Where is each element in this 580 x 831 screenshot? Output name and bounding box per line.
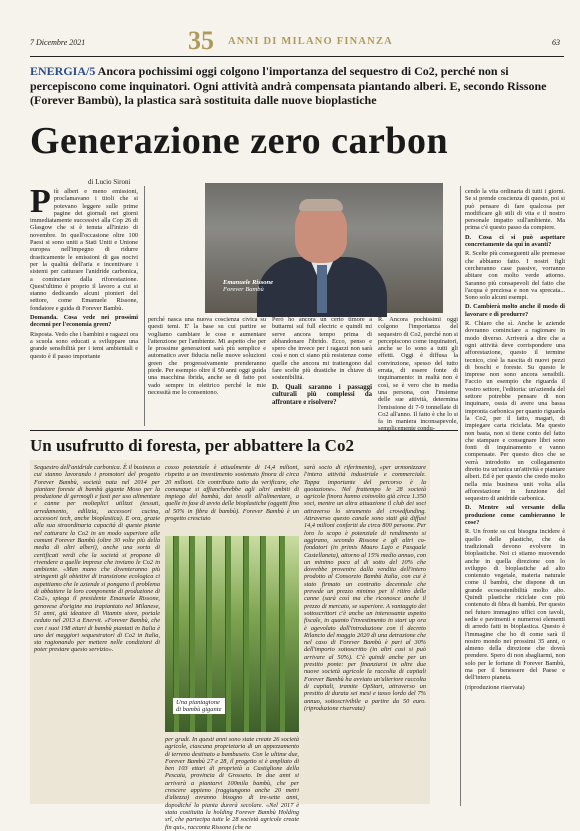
box-top-rule	[30, 430, 458, 431]
answer-3: R. Scelte più conseguenti alle premesse che abbiamo fatto. I nostri figli cercheranno case passive, vorranno abitare con molto verde attorno. Saranno più consapevoli del fatto che l'acqua è preziosa e non va sprecata... Sono solo alcuni esempi.	[465, 250, 565, 302]
col1-paragraph: iù alberi e meno emissioni, proclamavano i titoli che si potevano leggere sulle prime pagine dei giornali nei giorni immediatamente successivi alla Cop 26 di Glasgow che si è tenuta all'inizio di novembre. In quell'occasione oltre 100 Paesi si sono uniti a Stati Uniti e Unione europea nell'impegno di ridurre drasticamente le emissioni di gas nocivi per la qualità dell'aria e incentivare i sistemi per catturare l'anidride carbonica, a cominciare dalla riforestazione. Quest'ultimo è proprio il lavoro a cui si stanno dedicando alcuni pionieri del settore, come Emanuele Rissone, fondatore e guida di Forever Bambù.	[30, 188, 138, 312]
bamboo-caption	[173, 698, 225, 714]
bamboo-stem	[260, 536, 266, 732]
issue-date: 7 Dicembre 2021	[30, 38, 86, 47]
question-1: Domanda. Cosa vede nei prossimi decenni per l'economia green?	[30, 314, 138, 329]
bamboo-caption-line-1: Una piantagione	[176, 699, 220, 706]
article-column-2	[148, 316, 266, 428]
caption-name: Emanuele Rissone	[223, 279, 274, 286]
article-column-4	[378, 316, 458, 433]
question-4: D. Cambierà molto anche il modo di lavorare e di produrre?	[465, 303, 565, 318]
photo-hair	[299, 199, 343, 211]
headline: Generazione zero carbon	[30, 120, 449, 162]
copyright-note: (riproduzione riservata)	[465, 683, 525, 691]
article-column-3	[272, 316, 372, 428]
right-column-divider	[460, 186, 461, 806]
folio-bar	[30, 26, 560, 55]
box-col2b-text: per gradi. In questi anni sono state create 26 società agricole, ciascuna proprietaria di un appezzamento di terreno destinato a bambuseto. Con le ultime due, Forever Bambù 27 e 28, il progetto si è ampliato di ben 103 ettari di proprietà a Castiglione della Pescaia, provincia di Grosseto. In due anni si arriverà a piantarvi 100mila bambù, che per crescere appieno (raggiungono anche 20 metri d'altezza) avranno bisogno di tre-sette anni, dopodiché la pianta durerà secolare. «Nel 2017 è stata costituita la holding Forever Bambù Holding srl, che partecipa tutte le 28 società agricole create fin qui», racconta Rissone (che ne	[165, 736, 299, 831]
bamboo-photo	[165, 536, 299, 732]
bamboo-stem	[243, 536, 249, 732]
box-column-3	[304, 464, 426, 800]
bamboo-stem	[225, 536, 231, 732]
box-column-2-top	[165, 464, 299, 534]
answer-1: Risposta. Vedo che i bambini e ragazzi ora a scuola sono educati a sviluppare una grande sensibilità per i temi ambientali e questo è il passo importante	[30, 330, 138, 360]
question-3: D. Cosa ci si può aspettare concretamente da qui in avanti?	[465, 233, 565, 249]
bamboo-stem	[279, 536, 285, 732]
caption-role: Forever Bambù	[223, 286, 264, 293]
brand-number: 35	[188, 26, 214, 55]
article-column-right	[465, 188, 565, 806]
dropcap: P	[30, 183, 51, 220]
bamboo-caption-line-2: di bambù gigante	[176, 706, 222, 713]
col2-paragraph: perché nasca una nuova coscienza civica su questi temi. E' la base su cui partire se vogliamo cambiare le cose e aumentare l'attenzione per l'ambiente. Mi aspetto che per le prossime generazioni sarà più semplice e automatico aver fiducia nelle nuove soluzioni green che progressivamente prenderanno piede. Per esempio oltre il 50 anni oggi guida una macchina ibrida, anche se di fatto poi vado sempre in elettrico perché le mie necessità me lo consentono.	[148, 316, 266, 396]
answer-4: R. Chiaro che sì. Anche le aziende dovranno cominciare a ragionare in modo diverso. Arriverà a dire che a ogni attività deve corrispondere una afforestazione, questo il termine tecnico, cioè la nascita di nuovi pezzi di boschi e foreste. Su questo le imprese non sono ancora sensibili. Faccio un esempio che riguarda il vostro settore, l'editoria: un'azienda del settore potrebbe pensare di non inquinare, ossia di avere una bassa impronta carbonica per quanto riguarda la Co2, per il fatto, magari, di impiegare carta riciclata. Ma questo non basta, non si tiene conto del fatto che stampare e consegnare libri sono fonti di inquinamento e vanno compensate. Per questo dico che se verrà introdotto un collegamento diretto tra un'unica un'attività e piantare alberi. Ed è per questo che credo molto nella mia business unit volta alla afforestazione in funzione del sequestro di anidride carbonica.	[465, 320, 566, 503]
question-5: D. Mentre sul versante della produzione come cambieranno le cose?	[465, 504, 565, 527]
masthead-35-anni	[188, 26, 438, 55]
kicker-text: Ancora pochissimi oggi colgono l'importanza del sequestro di Co2, perché non si percepiscono come inquinatori. Ogni attività andrà compensata piantando alberi. E, secondo Rissone (Forever Bambù), la plastica sarà sostituita dalle nuove bioplastiche	[30, 64, 547, 107]
kicker-tag: ENERGIA/5	[30, 64, 96, 78]
box-headline: Un usufrutto di foresta, per abbattere la Co2	[30, 436, 354, 455]
answer-5: R. Un fronte su cui bisogna incidere è quello delle plastiche, che da tradizionali devono evolvere in bioplastiche. Noi ci stiamo muovendo anche in quella direzione con lo sviluppo di bioplastiche ad alto contenuto vegetale, materia naturale come il bambù, che dispone di un grande ecosostenibilità molto alto. Quindi plastiche riciclate con più contenuto di fibra di bambù. Per questo nel futuro immagino uffici con tavoli, sedie e pavimenti e numerosi elementi di arredo fatti in bioplastica. Questo è l'immagine che ho di come sarà il nostro mondo nei prossimi 35 anni, o almeno della direzione che dovrà prendere. Spero di non sbagliarmi, non solo per le fortune di Forever Bambù, ma per il benessere del Paese e dell'intero pianeta.	[465, 528, 565, 682]
box-col3-text: sarà socio di riferimento), «per armonizzare l'intera attività industriale e commerciale. Tappa importante del percorso è la quotazione». Nel frattempo le 28 società agricole finora hanno coinvolto già circa 1.350 soci, mentre un altra attuazione il club dei soci attraverso lo strumento del crowdfunding. Attraverso questo canale sono stati già diffusi 14,4 milioni conferiti da circa 800 persone. Per loro lo scopo è potenziale di rendimento si aggirano, secondo Rissone e gli altri co-fondatori (in primis Mauro Lajo e Pasquale Castellaneta), attorno al 15% medio annuo, con un minimo poco al di sotto del 10% che dovrebbe provenire dalla vendita dell'intero prodotto al Consorzio Bambù Italia, con cui è stato firmato un contratto decennale che prevede un prezzo minimo per il ritiro delle canne (sarà così ma che riconosce anche il prezzo di mercato, se superiore. A vantaggio dei sottoscrittori c'è anche un interessante aspetto fiscale, in quanto l'investimento in start up ora è agevolato dall'introduzione con il decreto Rilancio del maggio 2020 di una detrazione che nel caso di Forever Bambù è pari al 30% dell'importo sottoscritto (in altri casi si può arrivare al 50%). C'è quindi anche per un prestito ponte: per finanziarsi in altre due nuove società agricole la raccolta di capitali Forever Bambù ha avviato un'ulteriore raccolta di capitali, tramite OpStart, attraverso un prestito di durata sei mesi e tasso lordo del 7% annuo, sottoscrivibile a partire da 50 euro. (riproduzione riservata)	[304, 464, 426, 712]
photo-caption	[223, 279, 273, 293]
col4-paragraph: R. Ancora pochissimi oggi colgono l'importanza del sequestro di Co2, perché non si percepiscono come inquinatori, anche se lo sono a tutti gli effetti. Oggi è diffusa la convinzione, spesso del tutto errata, di essere fonte di inquinamento: in realtà non è così, se è vero che in media una persona, con l'insieme delle sue attività, determina l'emissione di 7-9 tonnellate di Co2 all'anno. Il fatto è che lo si fa in maniera inconsapevole, semplicemente condu-	[378, 316, 458, 433]
byline: di Lucio Sironi	[88, 178, 131, 186]
page-number: 63	[552, 38, 560, 47]
right-paragraph-1: cendo la vita ordinaria di tutti i giorni. Se si prende coscienza di questo, poi si può pensare di fare qualcosa per modificare gli stili di vita e il nostro personale impatto sull'ambiente. Ma prima c'è questo passo da compiere.	[465, 188, 565, 232]
portrait-photo	[205, 183, 443, 313]
box-col1-text: Sequestro dell'anidride carbonica. È il business a cui stanno lavorando i promotori del progetto Forever Bambù, società nata nel 2014 per piantare foreste di bambù gigante Moso per la produzione di germogli e fusti per uso alimentare e canne per molteplici utilizzi (tessuti, arredamento, edilizia, accessori cucina, accessori tech, anche bioplastica). E ora, grazie alla sua straordinaria capacità di queste piante nel catturare la Co2 in un modo superiore alle comuni Forever Bambù (oltre 30 volte più della media di altri alberi), anche una sorta di certificati verdi che la società si propone di rivendere a quelle imprese che inviano le Co2 in ambiente. «Man mano che diventeranno più stringenti gli obiettivi di transizione ecologica ci aspettiamo che le aziende si pongano il problema di abbattere la loro componente di produzione di Co2», spiega il presidente Emanuele Rissone, genovese d'origine ma trapiantato nel Milanese, 51 anni, già ideatore di Vitamin store, portale ceduto nel 2013 a Enervit. «Forever Bambù, che con i suoi 198 ettari di bambù piantati in Italia è uno dei maggiori sequestratori di Co2 in Italia, sta ragionando per mettere nelle condizioni di poter prestare questo servizio».	[34, 464, 160, 654]
kicker	[30, 64, 565, 108]
question-2: D. Quali saranno i passaggi culturali più complessi da affrontare e risolvere?	[272, 383, 372, 407]
column-divider	[144, 186, 145, 426]
box-column-1	[34, 464, 160, 800]
brand-text: ANNI DI MILANO FINANZA	[228, 36, 393, 47]
photo-tie	[317, 265, 327, 313]
box-column-2-bottom	[165, 736, 299, 831]
top-rule	[30, 56, 564, 57]
box-col2-text: cosso potenziale è attualmente di 14,4 milioni, rispetto a un investimento sostenuto finora di circa 20 milioni. Un contributo tutto da verificare, che comunque si affiancherebbe agli altri ambiti di impiego del bambù, dai tessili all'alimentare, a quelle in fase di avvio delle bioplastiche (oggetti fino al 50% in fibra di bambù). Forever Bambù è un progetto cresciuto	[165, 464, 299, 523]
article-column-1	[30, 183, 138, 426]
col3-paragraph: Però ho ancora un certo timore a buttarmi sul full electric e quindi mi serve ancora tempo prima di abbandonare l'ibrido. Ecco, penso e spero che invece per i ragazzi non sarà così e non ci siano più resistenze come quelle che ancora mi trattengono dal fare scelte più drastiche in chiave di sostenibilità.	[272, 316, 372, 382]
